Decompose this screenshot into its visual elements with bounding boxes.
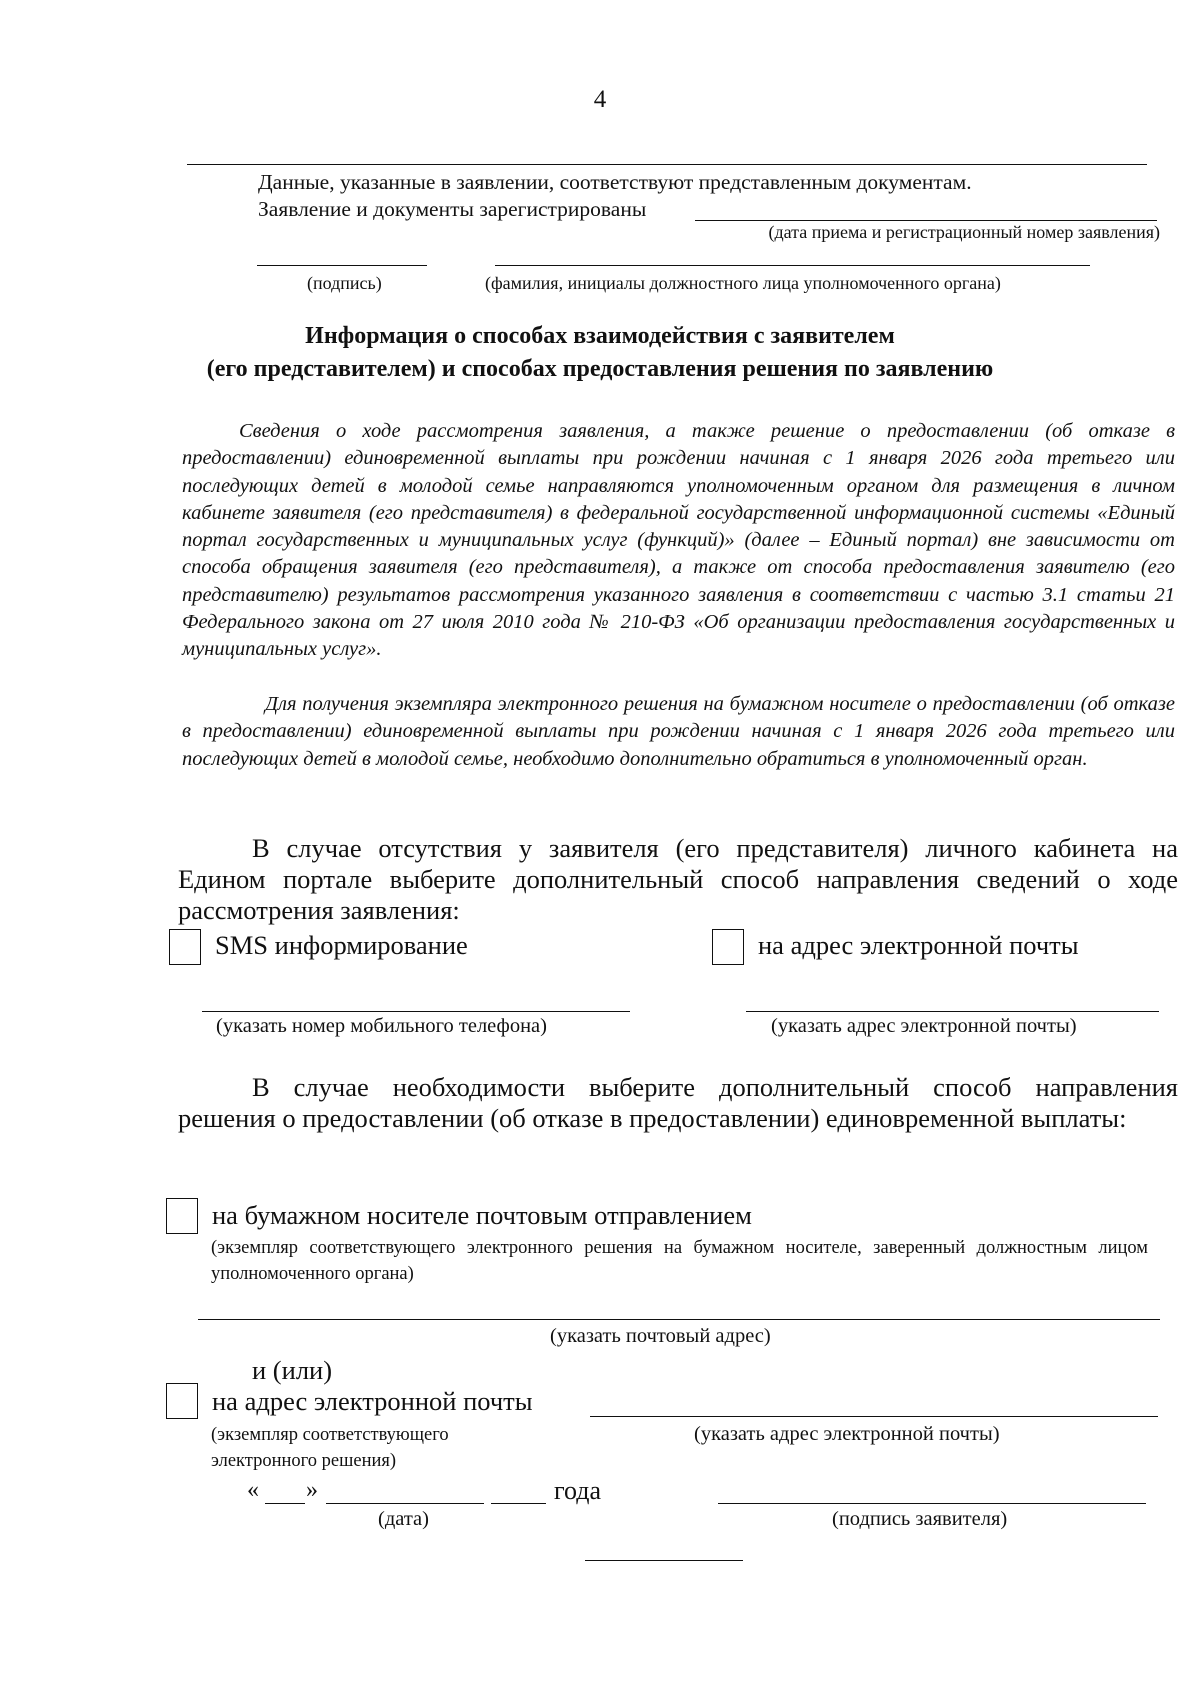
paper-option-note: (экземпляр соответствующего электронного решения на бумажном носителе, заверенный должностным лицом уполномоченного органа)	[211, 1238, 1148, 1284]
progress-section-text: В случае отсутствия у заявителя (его представителя) личного кабинета на Едином портале выберите дополнительный способ направления сведений о ходе рассмотрения заявления:	[178, 833, 1178, 925]
applicant-signature-field[interactable]	[718, 1503, 1146, 1504]
phone-field[interactable]	[202, 1011, 630, 1012]
caption-date-regnum: (дата приема и регистрационный номер заявления)	[768, 222, 1160, 242]
year-word: года	[554, 1476, 602, 1505]
decision-section-text: В случае необходимости выберите дополнительный способ направления решения о предоставлении (об отказе в предоставлении) единовременной выплаты:	[178, 1072, 1178, 1133]
caption-progress-email: (указать адрес электронной почты)	[771, 1015, 1077, 1037]
caption-signature: (подпись)	[307, 273, 382, 293]
paper-checkbox[interactable]	[166, 1198, 198, 1234]
decision-email-checkbox[interactable]	[166, 1383, 198, 1419]
year-field[interactable]	[491, 1503, 546, 1504]
day-field[interactable]	[265, 1503, 305, 1504]
paper-option-label: на бумажном носителе почтовым отправлением	[212, 1200, 752, 1230]
postal-address-field[interactable]	[198, 1319, 1160, 1320]
caption-official-name: (фамилия, инициалы должностного лица уполномоченного органа)	[485, 273, 1001, 293]
email-option-note-line1: (экземпляр соответствующего	[211, 1425, 449, 1445]
and-or-label: и (или)	[252, 1355, 333, 1385]
caption-date: (дата)	[378, 1508, 429, 1530]
official-signature-field[interactable]	[257, 265, 427, 266]
email-option-note-line2: электронного решения)	[211, 1451, 397, 1471]
section-heading-line2: (его представителем) и способах предоставления решения по заявлению	[206, 356, 994, 382]
divider-line	[187, 164, 1147, 165]
quote-open: «	[247, 1477, 259, 1503]
month-field[interactable]	[326, 1503, 484, 1504]
registration-statement: Данные, указанные в заявлении, соответствуют представленным документам.	[258, 170, 972, 194]
decision-email-field[interactable]	[590, 1416, 1158, 1417]
caption-decision-email: (указать адрес электронной почты)	[694, 1423, 1000, 1445]
sms-checkbox[interactable]	[169, 929, 201, 965]
decision-email-option-label: на адрес электронной почты	[212, 1386, 533, 1416]
sms-option-label: SMS информирование	[215, 930, 468, 960]
page-number: 4	[593, 86, 607, 113]
progress-email-field[interactable]	[746, 1011, 1159, 1012]
info-paragraph-1: Сведения о ходе рассмотрения заявления, а также решение о предоставлении (об отказе в предоставлении) единовременной выплаты при рождении начиная с 1 января 2026 года третьего или последующих детей в молодой семье направляются уполномоченным органом для размещения в личном кабинете заявителя (его представителя) в федеральной государственной информационной системы «Единый портал государственных и муниципальных услуг (функций)» (далее – Единый портал) вне зависимости от способа обращения заявителя (его представителя), а также от способа предоставления заявителю (его представителю) результатов рассмотрения указанного заявления в соответствии с частью 3.1 статьи 21 Федерального закона от 27 июля 2010 года № 210-ФЗ «Об организации предоставления государственных и муниципальных услуг».	[182, 420, 1175, 661]
registration-number-field[interactable]	[695, 220, 1157, 221]
quote-close: »	[306, 1477, 318, 1503]
official-name-field[interactable]	[495, 265, 1090, 266]
caption-phone: (указать номер мобильного телефона)	[216, 1015, 547, 1037]
caption-postal-address: (указать почтовый адрес)	[550, 1325, 771, 1347]
section-heading-line1: Информация о способах взаимодействия с заявителем	[305, 323, 895, 349]
info-paragraph-2: Для получения экземпляра электронного решения на бумажном носителе о предоставлении (об отказе в предоставлении) единовременной выплаты при рождении начиная с 1 января 2026 года третьего или последующих детей в молодой семье, необходимо дополнительно обратиться в уполномоченный орган.	[182, 693, 1175, 770]
progress-email-option-label: на адрес электронной почты	[758, 930, 1079, 960]
caption-applicant-signature: (подпись заявителя)	[832, 1508, 1008, 1530]
progress-email-checkbox[interactable]	[712, 929, 744, 965]
registration-label: Заявление и документы зарегистрированы	[258, 197, 647, 221]
closing-line	[585, 1560, 743, 1561]
